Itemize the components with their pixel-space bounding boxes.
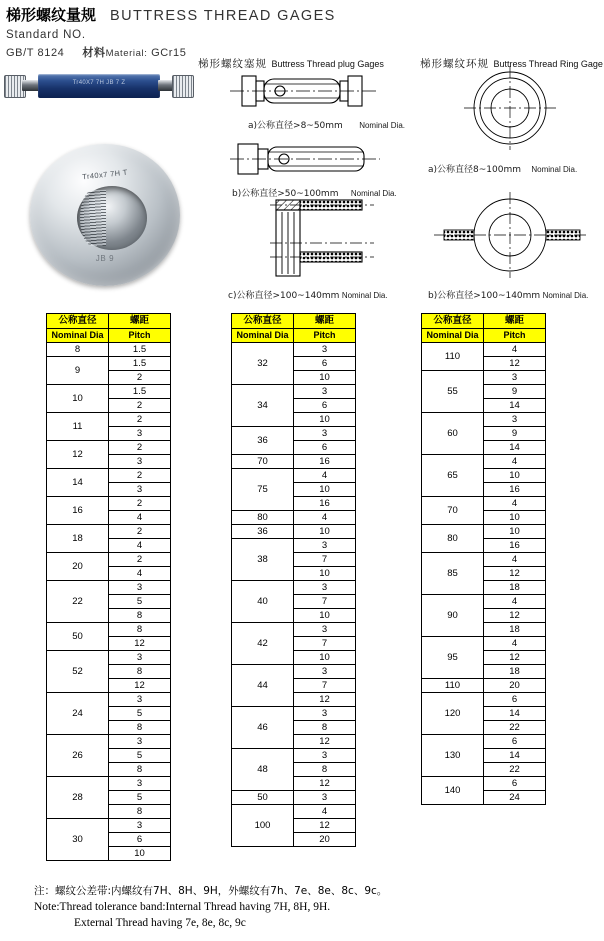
- cell-nominal-dia: 38: [232, 539, 294, 581]
- footer-notes: [34, 884, 594, 931]
- cell-nominal-dia: 11: [47, 413, 109, 441]
- cell-pitch: 16: [484, 539, 546, 553]
- cell-nominal-dia: 16: [47, 497, 109, 525]
- table-row: [232, 707, 356, 721]
- cell-pitch: 4: [109, 567, 171, 581]
- cell-nominal-dia: 90: [422, 595, 484, 637]
- cell-pitch: 6: [294, 399, 356, 413]
- table-row: [232, 343, 356, 357]
- header-pitch-cn: 螺距: [109, 314, 171, 329]
- table-row: [47, 777, 171, 791]
- plug-caption-a-en: Nominal Dia.: [359, 121, 405, 130]
- cell-pitch: 12: [484, 609, 546, 623]
- cell-pitch: 6: [484, 735, 546, 749]
- header-nominal-dia-en: Nominal Dia: [47, 329, 109, 343]
- cell-pitch: 1.5: [109, 343, 171, 357]
- page-title-en: BUTTRESS THREAD GAGES: [110, 8, 336, 24]
- cell-nominal-dia: 60: [422, 413, 484, 455]
- cell-nominal-dia: 18: [47, 525, 109, 553]
- cell-nominal-dia: 80: [422, 525, 484, 553]
- table-row: [232, 385, 356, 399]
- cell-pitch: 6: [484, 777, 546, 791]
- cell-nominal-dia: 14: [47, 469, 109, 497]
- ring-gauge-drawing-b: [430, 190, 590, 280]
- cell-pitch: 4: [484, 343, 546, 357]
- cell-pitch: 3: [109, 819, 171, 833]
- note-chinese: 注：螺纹公差带:内螺纹有7H、8H、9H，外螺纹有7h、7e、8e、8c、9c。: [34, 885, 388, 897]
- cell-pitch: 3: [294, 749, 356, 763]
- page-title-cn: 梯形螺纹量规: [6, 6, 97, 24]
- cell-pitch: 22: [484, 721, 546, 735]
- cell-nominal-dia: 95: [422, 637, 484, 679]
- cell-pitch: 20: [294, 833, 356, 847]
- cell-pitch: 10: [294, 651, 356, 665]
- cell-pitch: 5: [109, 791, 171, 805]
- cell-nominal-dia: 80: [232, 511, 294, 525]
- cell-pitch: 2: [109, 371, 171, 385]
- table-row: [47, 525, 171, 539]
- ring-engraving-bottom: JB 9: [95, 254, 115, 263]
- cell-nominal-dia: 50: [232, 791, 294, 805]
- cell-pitch: 10: [484, 525, 546, 539]
- ring-caption-b-en: Nominal Dia.: [542, 291, 589, 300]
- cell-pitch: 10: [294, 371, 356, 385]
- table-row: [422, 735, 546, 749]
- cell-pitch: 5: [109, 595, 171, 609]
- cell-pitch: 10: [109, 847, 171, 861]
- header-nominal-dia-cn: 公称直径: [422, 314, 484, 329]
- ring-bore: [77, 186, 147, 250]
- cell-pitch: 3: [484, 413, 546, 427]
- table-row: [47, 413, 171, 427]
- cell-pitch: 2: [109, 413, 171, 427]
- table-row: [47, 651, 171, 665]
- cell-pitch: 12: [484, 651, 546, 665]
- cell-nominal-dia: 10: [47, 385, 109, 413]
- header-nominal-dia-en: Nominal Dia: [422, 329, 484, 343]
- table-row: [47, 385, 171, 399]
- cell-nominal-dia: 110: [422, 343, 484, 371]
- table-row: [232, 539, 356, 553]
- cell-nominal-dia: 42: [232, 623, 294, 665]
- cell-pitch: 6: [294, 441, 356, 455]
- ring-caption-a-en: Nominal Dia.: [531, 165, 578, 174]
- cell-pitch: 8: [109, 665, 171, 679]
- table-row: [232, 581, 356, 595]
- cell-pitch: 10: [294, 609, 356, 623]
- cell-pitch: 3: [294, 343, 356, 357]
- cell-pitch: 12: [294, 735, 356, 749]
- table-row: [47, 357, 171, 371]
- table-row: [422, 343, 546, 357]
- cell-pitch: 8: [109, 763, 171, 777]
- cell-pitch: 3: [294, 665, 356, 679]
- standard-code: GB/T 8124: [6, 47, 65, 59]
- table-row: [232, 749, 356, 763]
- ring-caption-b-cn: b)公称直径>100~140mm: [428, 291, 541, 301]
- cell-pitch: 8: [109, 609, 171, 623]
- cell-pitch: 6: [484, 693, 546, 707]
- ring-caption-a-cn: a)公称直径8~100mm: [428, 165, 522, 175]
- cell-nominal-dia: 70: [232, 455, 294, 469]
- cell-pitch: 3: [294, 581, 356, 595]
- cell-pitch: 12: [109, 637, 171, 651]
- table-row: [232, 805, 356, 819]
- cell-nominal-dia: 52: [47, 651, 109, 693]
- table-row: [232, 525, 356, 539]
- cell-pitch: 9: [484, 385, 546, 399]
- header-nominal-dia-cn: 公称直径: [47, 314, 109, 329]
- header-pitch-en: Pitch: [484, 329, 546, 343]
- cell-pitch: 1.5: [109, 357, 171, 371]
- plug-engraving-text: Tr40X7 7H JB 7 Z: [72, 80, 126, 86]
- header-pitch-cn: 螺距: [294, 314, 356, 329]
- header-pitch-cn: 螺距: [484, 314, 546, 329]
- cell-nominal-dia: 55: [422, 371, 484, 413]
- table-header-row-en: [47, 329, 171, 343]
- cell-nominal-dia: 34: [232, 385, 294, 427]
- table-row: [422, 413, 546, 427]
- table-header-row-cn: [47, 314, 171, 329]
- table-row: [47, 581, 171, 595]
- ring-gauge-drawing-a: [452, 68, 572, 146]
- cell-pitch: 7: [294, 679, 356, 693]
- cell-pitch: 24: [484, 791, 546, 805]
- plug-caption-c-en: Nominal Dia.: [341, 291, 388, 300]
- table-row: [422, 525, 546, 539]
- cell-pitch: 3: [294, 707, 356, 721]
- cell-nominal-dia: 46: [232, 707, 294, 749]
- table-header-row-en: [232, 329, 356, 343]
- header-pitch-en: Pitch: [294, 329, 356, 343]
- plug-caption-a: [248, 118, 405, 131]
- cell-pitch: 5: [109, 707, 171, 721]
- cell-nominal-dia: 26: [47, 735, 109, 777]
- cell-pitch: 4: [109, 511, 171, 525]
- cell-pitch: 4: [294, 469, 356, 483]
- cell-pitch: 8: [109, 623, 171, 637]
- plug-section-heading-cn: 梯形螺纹塞规: [198, 58, 267, 70]
- table-row: [47, 469, 171, 483]
- material-label-en: Material:: [105, 48, 148, 59]
- cell-pitch: 12: [294, 693, 356, 707]
- cell-nominal-dia: 85: [422, 553, 484, 595]
- table-row: [422, 371, 546, 385]
- plug-thread-right: [172, 75, 194, 98]
- header-pitch-en: Pitch: [109, 329, 171, 343]
- cell-pitch: 3: [294, 539, 356, 553]
- plug-section-heading-en: Buttress Thread plug Gages: [271, 59, 384, 69]
- cell-pitch: 16: [294, 497, 356, 511]
- cell-nominal-dia: 100: [232, 805, 294, 847]
- plug-gauge-photo: [4, 58, 194, 116]
- cell-pitch: 2: [109, 399, 171, 413]
- cell-pitch: 9: [484, 427, 546, 441]
- table-row: [422, 637, 546, 651]
- cell-pitch: 4: [109, 539, 171, 553]
- cell-nominal-dia: 24: [47, 693, 109, 735]
- table-header-row-cn: [422, 314, 546, 329]
- table-row: [422, 693, 546, 707]
- cell-pitch: 3: [294, 385, 356, 399]
- note-english-line2: External Thread having 7e, 8e, 8c, 9c: [74, 917, 246, 929]
- cell-nominal-dia: 20: [47, 553, 109, 581]
- cell-pitch: 3: [109, 735, 171, 749]
- cell-pitch: 14: [484, 749, 546, 763]
- plug-gauge-drawing-b: [228, 138, 388, 182]
- ring-engraving-top: Tr40x7 7H T: [81, 167, 129, 182]
- cell-pitch: 3: [484, 371, 546, 385]
- cell-nominal-dia: 30: [47, 819, 109, 861]
- header-nominal-dia-cn: 公称直径: [232, 314, 294, 329]
- plug-gauge-drawing-c: [262, 196, 402, 284]
- cell-pitch: 10: [484, 469, 546, 483]
- cell-pitch: 5: [109, 749, 171, 763]
- table-row: [232, 455, 356, 469]
- cell-pitch: 8: [294, 721, 356, 735]
- plug-caption-a-cn: a)公称直径>8~50mm: [248, 121, 343, 131]
- cell-pitch: 2: [109, 469, 171, 483]
- cell-pitch: 7: [294, 553, 356, 567]
- table-row: [47, 497, 171, 511]
- table-row: [422, 595, 546, 609]
- cell-pitch: 3: [109, 483, 171, 497]
- table-row: [422, 679, 546, 693]
- cell-nominal-dia: 44: [232, 665, 294, 707]
- cell-pitch: 4: [484, 637, 546, 651]
- ring-section-heading-cn: 梯形螺纹环规: [420, 58, 489, 70]
- cell-pitch: 7: [294, 637, 356, 651]
- cell-pitch: 2: [109, 553, 171, 567]
- material-value: GCr15: [151, 47, 187, 59]
- cell-pitch: 3: [109, 693, 171, 707]
- table-row: [232, 469, 356, 483]
- cell-nominal-dia: 120: [422, 693, 484, 735]
- ring-gauge-photo: [22, 142, 194, 290]
- table-header-row-cn: [232, 314, 356, 329]
- plug-gauge-drawing-a: [228, 68, 388, 116]
- document-header: [6, 4, 598, 60]
- ring-section-heading-en: Buttress Thread Ring Gage: [493, 59, 603, 69]
- ring-caption-b: [428, 288, 588, 301]
- cell-pitch: 10: [294, 525, 356, 539]
- cell-pitch: 18: [484, 623, 546, 637]
- cell-pitch: 10: [294, 567, 356, 581]
- cell-pitch: 16: [484, 483, 546, 497]
- cell-pitch: 22: [484, 763, 546, 777]
- note-english-line1: Note:Thread tolerance band:Internal Thread having 7H, 8H, 9H.: [34, 901, 331, 913]
- table-row: [232, 427, 356, 441]
- cell-pitch: 18: [484, 665, 546, 679]
- cell-pitch: 4: [484, 553, 546, 567]
- ring-caption-a: [428, 162, 577, 175]
- cell-pitch: 14: [484, 707, 546, 721]
- cell-pitch: 3: [294, 427, 356, 441]
- cell-nominal-dia: 75: [232, 469, 294, 511]
- table-row: [232, 511, 356, 525]
- plug-caption-b-cn: b)公称直径>50~100mm: [232, 189, 339, 199]
- cell-pitch: 12: [294, 819, 356, 833]
- cell-nominal-dia: 8: [47, 343, 109, 357]
- cell-pitch: 2: [109, 441, 171, 455]
- cell-pitch: 6: [294, 357, 356, 371]
- plug-caption-c: [228, 288, 388, 301]
- cell-pitch: 10: [294, 413, 356, 427]
- table-row: [47, 819, 171, 833]
- cell-pitch: 10: [294, 483, 356, 497]
- cell-pitch: 3: [109, 427, 171, 441]
- table-row: [422, 455, 546, 469]
- cell-pitch: 12: [109, 679, 171, 693]
- cell-pitch: 10: [484, 511, 546, 525]
- cell-pitch: 14: [484, 441, 546, 455]
- cell-nominal-dia: 32: [232, 343, 294, 385]
- cell-pitch: 4: [484, 497, 546, 511]
- cell-pitch: 8: [109, 721, 171, 735]
- table-row: [422, 777, 546, 791]
- header-nominal-dia-en: Nominal Dia: [232, 329, 294, 343]
- cell-nominal-dia: 50: [47, 623, 109, 651]
- cell-nominal-dia: 36: [232, 427, 294, 455]
- ring-body: [30, 144, 180, 286]
- plug-caption-c-cn: c)公称直径>100~140mm: [228, 291, 340, 301]
- cell-nominal-dia: 110: [422, 679, 484, 693]
- standard-label: Standard NO.: [6, 29, 86, 41]
- table-row: [47, 441, 171, 455]
- cell-pitch: 3: [109, 455, 171, 469]
- table-header-row-en: [422, 329, 546, 343]
- cell-nominal-dia: 9: [47, 357, 109, 385]
- cell-nominal-dia: 48: [232, 749, 294, 791]
- table-row: [232, 665, 356, 679]
- table-row: [47, 553, 171, 567]
- cell-pitch: 3: [294, 791, 356, 805]
- cell-pitch: 3: [294, 623, 356, 637]
- cell-pitch: 6: [109, 833, 171, 847]
- table-row: [47, 623, 171, 637]
- cell-pitch: 3: [109, 651, 171, 665]
- table-row: [232, 623, 356, 637]
- table-row: [232, 791, 356, 805]
- cell-pitch: 2: [109, 497, 171, 511]
- cell-pitch: 2: [109, 525, 171, 539]
- cell-pitch: 8: [294, 763, 356, 777]
- cell-nominal-dia: 70: [422, 497, 484, 525]
- pitch-table-left: [46, 313, 171, 861]
- cell-pitch: 12: [484, 567, 546, 581]
- cell-nominal-dia: 140: [422, 777, 484, 805]
- cell-nominal-dia: 28: [47, 777, 109, 819]
- cell-pitch: 4: [484, 455, 546, 469]
- cell-pitch: 14: [484, 399, 546, 413]
- pitch-table-middle: [231, 313, 356, 847]
- cell-pitch: 12: [294, 777, 356, 791]
- cell-nominal-dia: 12: [47, 441, 109, 469]
- cell-nominal-dia: 65: [422, 455, 484, 497]
- cell-pitch: 4: [294, 511, 356, 525]
- cell-pitch: 8: [109, 805, 171, 819]
- table-row: [47, 693, 171, 707]
- table-row: [422, 497, 546, 511]
- material-label-cn: 材料: [82, 46, 106, 59]
- cell-pitch: 7: [294, 595, 356, 609]
- cell-nominal-dia: 22: [47, 581, 109, 623]
- cell-nominal-dia: 130: [422, 735, 484, 777]
- cell-pitch: 1.5: [109, 385, 171, 399]
- cell-pitch: 4: [294, 805, 356, 819]
- plug-handle: [38, 74, 160, 98]
- title-row: [6, 4, 598, 25]
- cell-pitch: 18: [484, 581, 546, 595]
- table-row: [47, 735, 171, 749]
- table-row: [422, 553, 546, 567]
- plug-caption-b-en: Nominal Dia.: [350, 189, 397, 198]
- cell-nominal-dia: 40: [232, 581, 294, 623]
- cell-nominal-dia: 36: [232, 525, 294, 539]
- table-row: [47, 343, 171, 357]
- cell-pitch: 12: [484, 357, 546, 371]
- cell-pitch: 3: [109, 777, 171, 791]
- cell-pitch: 20: [484, 679, 546, 693]
- cell-pitch: 16: [294, 455, 356, 469]
- cell-pitch: 4: [484, 595, 546, 609]
- cell-pitch: 3: [109, 581, 171, 595]
- pitch-table-right: [421, 313, 546, 805]
